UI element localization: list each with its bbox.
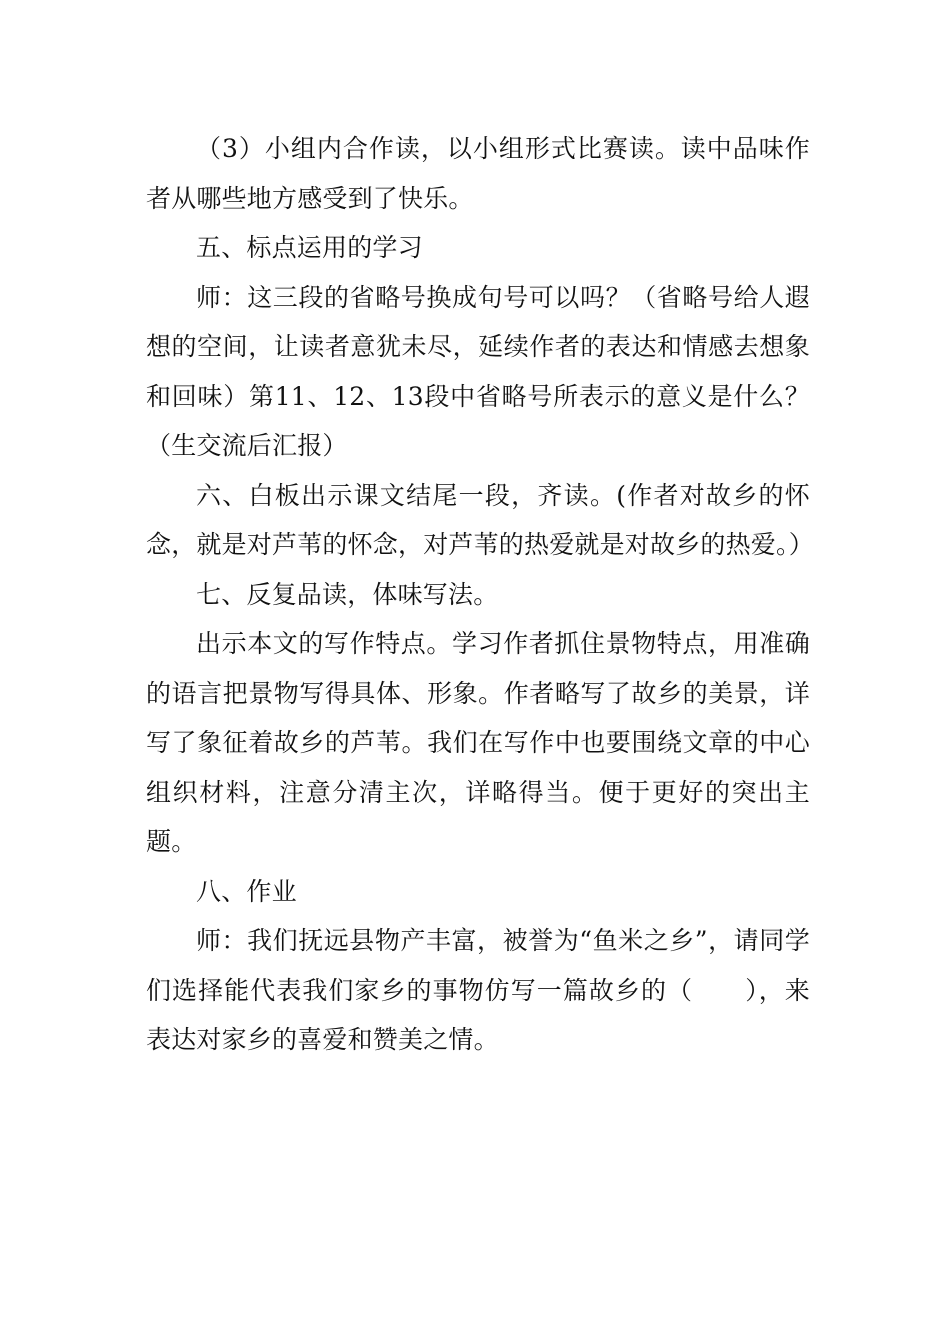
heading-repeated-reading: 七、反复品读，体味写法。 [196,579,499,609]
paragraph-homework-task: 师：我们抚远县物产丰富，被誉为“鱼米之乡”，请同学们选择能代表我们家乡的事物仿写一篇故乡的（ ），来表达对家乡的喜爱和赞美之情。 [146,926,810,1054]
paragraph-writing-features: 出示本文的写作特点。学习作者抓住景物特点，用准确的语言把景物写得具体、形象。作者略写了故乡的美景，详写了象征着故乡的芦苇。我们在写作中也要围绕文章的中心组织材料，注意分清主次，详略得当。便于更好的突出主题。 [146,629,810,856]
heading-punctuation-study: 五、标点运用的学习 [196,233,423,262]
paragraph-group-reading: （3）小组内合作读，以小组形式比赛读。读中品味作者从哪些地方感受到了快乐。 [146,134,810,213]
heading-homework: 八、作业 [196,876,297,906]
paragraph-ellipsis-question: 师：这三段的省略号换成句号可以吗？（省略号给人遐想的空间，让读者意犹未尽，延续作者的表达和情感去想象和回味）第11、12、13段中省略号所表示的意义是什么？（生交流后汇报） [146,282,810,460]
document-body [146,124,814,1065]
paragraph-whiteboard-ending: 六、白板出示课文结尾一段，齐读。(作者对故乡的怀念，就是对芦苇的怀念，对芦苇的热爱就是对故乡的热爱。） [146,480,814,559]
